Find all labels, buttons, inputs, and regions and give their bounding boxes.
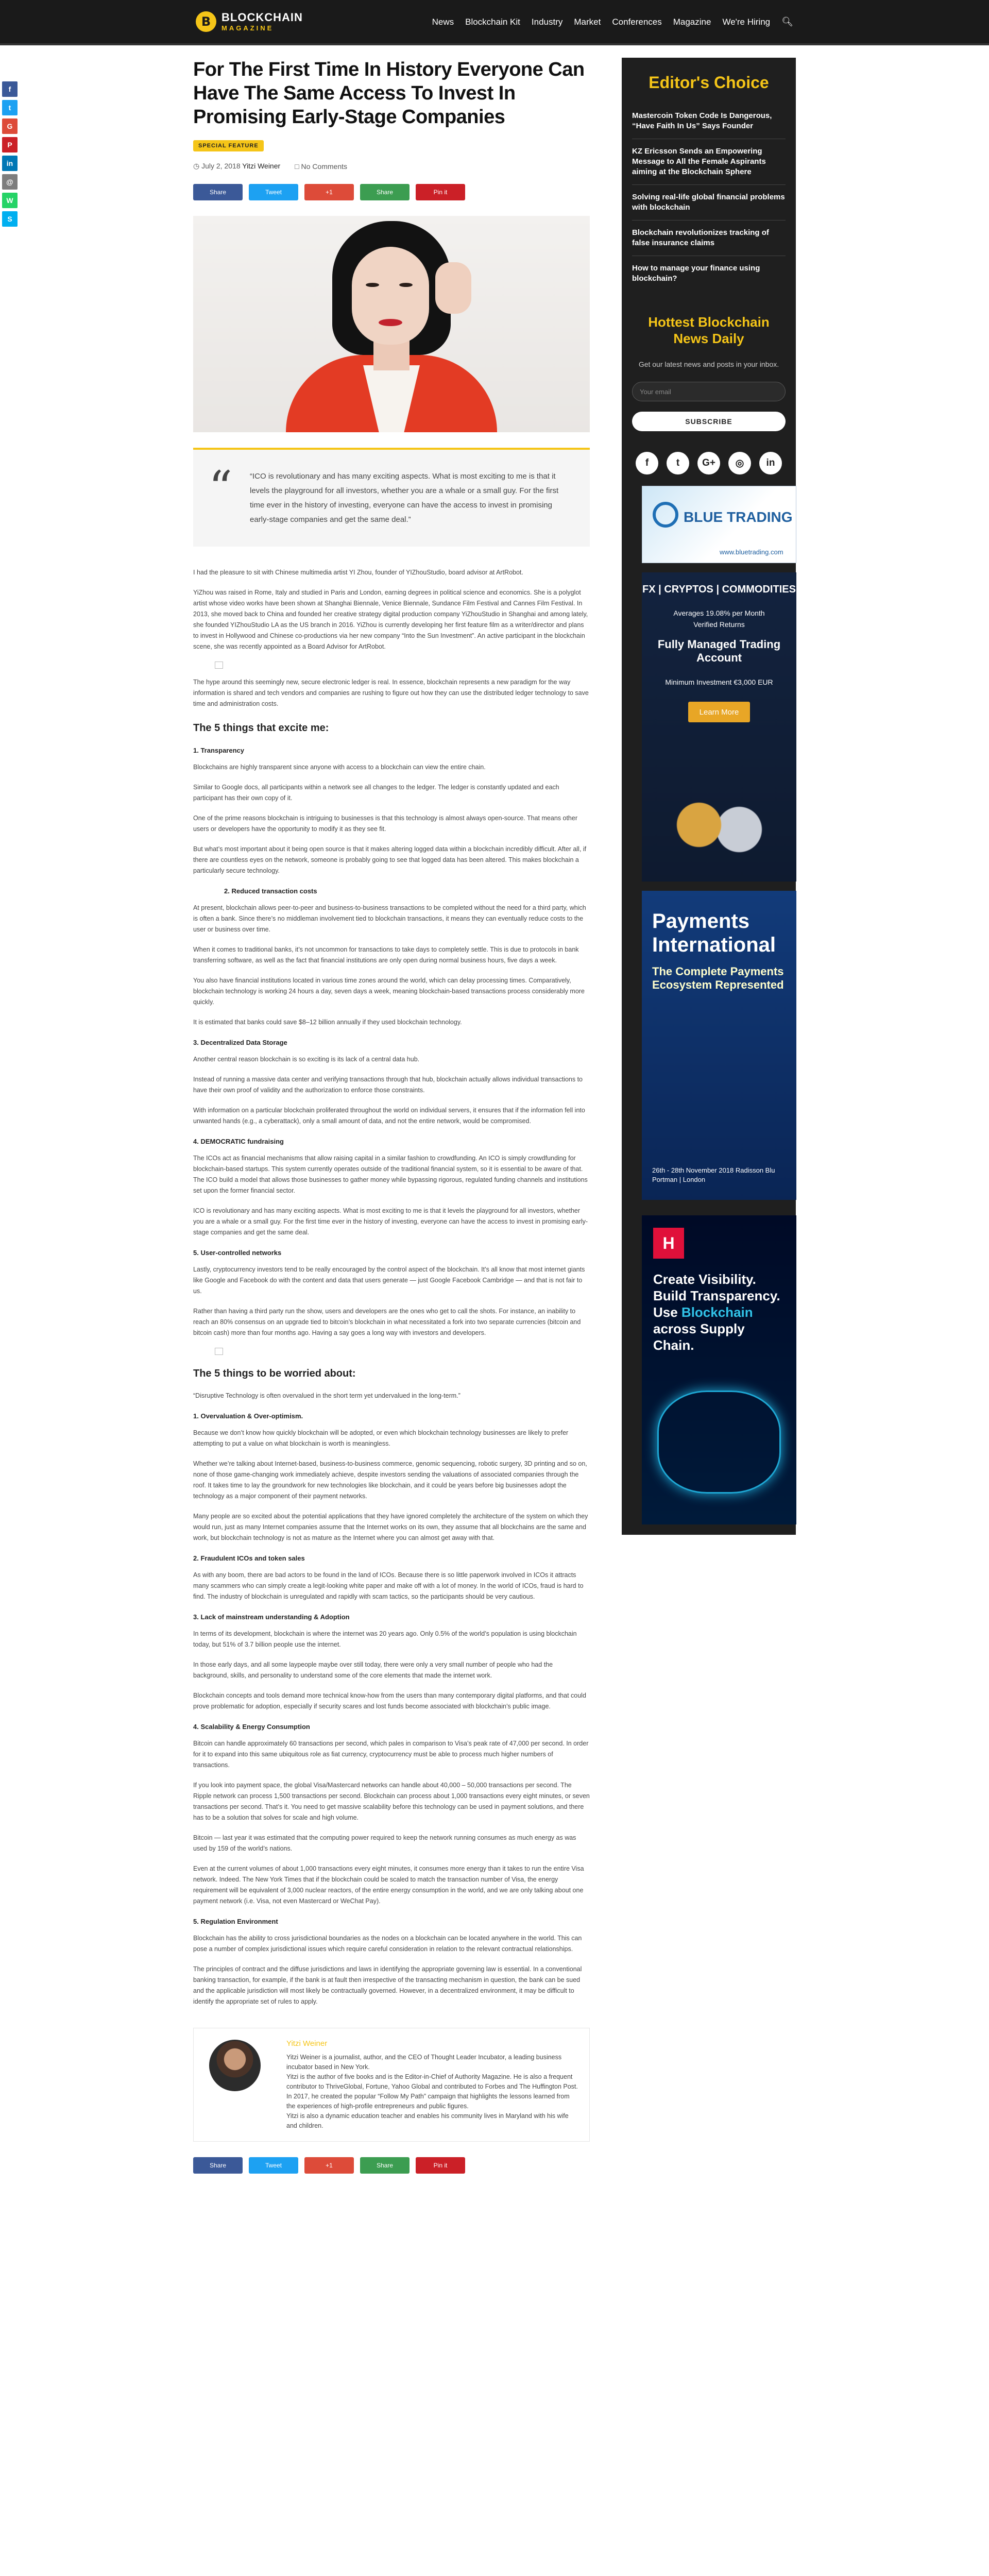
author-avatar[interactable] — [209, 2040, 261, 2091]
share-buttons-top — [193, 184, 590, 200]
paragraph: If you look into payment space, the global Visa/Mastercard networks can handle about 40,000 – 50,000 transactions per second. The Ripple network can process 1,500 transactions per second. Blockchain can process about 1,000 transactions every eight minutes, or seven transactions per second. That’s it. You need to get massive scalability before this technology can be used in payment solutions, and there has to be a solution that solves for scale and high volume. — [193, 1782, 590, 1821]
floating-share-bar — [2, 81, 18, 227]
hero-image — [193, 216, 590, 432]
paragraph: You also have financial institutions located in various time zones around the world, which can delay processing times. Comparatively, blockchain technology is working 24 hours a day, seven days a week, meaning blockchain-based transactions process considerably more quickly. — [193, 977, 585, 1006]
paragraph: In those early days, and all some laypeople maybe over still today, there were only a very small number of people who had the background, skills, and personality to understand some of the core elements that made the internet work. — [193, 1661, 553, 1679]
editors-choice-item[interactable]: Mastercoin Token Code Is Dangerous, “Have Faith In Us” Says Founder — [632, 111, 786, 139]
nav-news[interactable]: News — [432, 16, 454, 27]
comment-icon: □ — [295, 162, 299, 171]
subheading: 1. Transparency — [193, 747, 244, 754]
author-bio: Yitzi is also a dynamic education teacher and enables his community lives in Maryland with his wife and children. — [286, 2112, 569, 2129]
facebook-icon[interactable]: f — [636, 452, 658, 474]
nav-industry[interactable]: Industry — [531, 16, 563, 27]
subheading: 4. DEMOCRATIC fundraising — [193, 1138, 284, 1145]
nav-magazine[interactable]: Magazine — [673, 16, 711, 27]
share-button[interactable]: Share — [360, 2157, 410, 2174]
quote-text: “ICO is revolutionary and has many exciting aspects. What is most exciting to me is that it levels the playground for all investors, whether you are a whale or a small guy. For the first time ever in the history of investing, everyone can have the access to invest in promising early-stage companies and get the same deal.” — [250, 472, 559, 524]
hype-paragraph: The hype around this seemingly new, secure electronic ledger is real. In essence, blockchain represents a new paradigm for the way information is shared and tech vendors and companies are rushing to figure out how they can use the distributed ledger technology to save time and administration costs. — [193, 679, 589, 707]
sidebar-panel — [622, 58, 796, 1535]
ad-logo-icon: H — [653, 1228, 684, 1259]
pinterest-icon[interactable]: P — [2, 137, 18, 152]
author-link[interactable]: Yitzi Weiner — [242, 162, 281, 170]
chain-image — [657, 1391, 781, 1494]
site-logo[interactable] — [196, 11, 303, 32]
instagram-icon[interactable]: ◎ — [728, 452, 751, 474]
author-name[interactable]: Yitzi Weiner — [286, 2039, 328, 2048]
nav-blockchain-kit[interactable]: Blockchain Kit — [465, 16, 520, 27]
twitter-icon[interactable]: t — [2, 100, 18, 115]
logo-line1: BLOCKCHAIN — [221, 11, 303, 24]
paragraph: “Disruptive Technology is often overvalued in the short term yet undervalued in the long-term.” — [193, 1392, 461, 1399]
social-links — [632, 452, 786, 474]
twitter-icon[interactable]: t — [667, 452, 689, 474]
paragraph: Many people are so excited about the potential applications that they have ignored completely the architecture of the system on which they would run, just as many Internet companies assume that the Internet works on its own, they assume that all blockchains are the same and work, but blockchain technology is not as mature as the Internet where you can almost get away with that. — [193, 1513, 588, 1541]
author-bio: Yitzi is the author of five books and is the Editor-in-Chief of Authority Magazine. He is also a frequent contributor to ThriveGlobal, Fortune, Yahoo Global and contributed to Forbes and The Huffington Post. In 2017, he created the popular “Follow My Path” campaign that highlights the lessons learned from the experiences of high-profile entrepreneurs and public figures. — [286, 2073, 578, 2110]
article — [193, 58, 590, 2174]
author-bio: Yitzi Weiner is a journalist, author, and the CEO of Thought Leader Incubator, a leading business incubator based in New York. — [286, 2054, 562, 2071]
date-meta: ◷ July 2, 2018 Yitzi Weiner — [193, 162, 281, 170]
category-badge[interactable]: SPECIAL FEATURE — [193, 140, 264, 151]
share-buttons-bottom — [193, 2157, 590, 2174]
google-plus-icon[interactable]: G — [2, 118, 18, 134]
share-button[interactable]: Pin it — [416, 2157, 465, 2174]
subheading: 1. Overvaluation & Over-optimism. — [193, 1412, 303, 1420]
paragraph: Lastly, cryptocurrency investors tend to be really encouraged by the control aspect of the blockchain. It’s all know that most internet giants like Google and Facebook do with the content and data that users generate — just Google Facebook Cambridge — and that is not fair to us. — [193, 1266, 585, 1295]
article-meta — [193, 162, 590, 171]
share-button[interactable]: Share — [193, 184, 243, 200]
google-plus-icon[interactable]: G+ — [697, 452, 720, 474]
paragraph: Blockchain has the ability to cross jurisdictional boundaries as the nodes on a blockchain can be located anywhere in the world. This can pose a number of complex jurisdictional issues which require careful consideration in relation to the relevant contractual relationships. — [193, 1935, 582, 1953]
nav-market[interactable]: Market — [574, 16, 601, 27]
subheading: 5. Regulation Environment — [193, 1918, 278, 1925]
share-button[interactable]: Share — [360, 184, 410, 200]
broken-image-icon — [215, 1348, 223, 1355]
subheading: 4. Scalability & Energy Consumption — [193, 1723, 310, 1731]
paragraph: Even at the current volumes of about 1,000 transactions every eight minutes, it consumes more energy than it takes to run the entire Visa network. Indeed. The New York Times that if the blockchain could be scaled to match the transaction number of Visa, the energy requirement will be equivalent of 3,000 nuclear reactors, of the entire energy consumption in the world, and we are only talking about one payment network (i.e. Visa, not even Mastercard or WeChat Pay). — [193, 1865, 584, 1905]
subheading: 3. Lack of mainstream understanding & Adoption — [193, 1613, 350, 1621]
paragraph: Because we don’t know how quickly blockchain will be adopted, or even which blockchain technology businesses are likely to prefer attempting to put a value on what blockchain is worth is meaningless. — [193, 1429, 569, 1447]
ad-payments-international[interactable]: Payments International The Complete Payments Ecosystem Represented 26th - 28th November 2018 Radisson Blu Portman | London — [642, 891, 796, 1200]
paragraph: When it comes to traditional banks, it’s not uncommon for transactions to take days to completely settle. This is due to protocols in bank transferring software, as well as the fact that financial institutions are only open during normal business hours, five days a week. — [193, 946, 579, 964]
editors-choice-title: Editor's Choice — [649, 73, 769, 92]
share-button[interactable]: +1 — [304, 2157, 354, 2174]
paragraph: Rather than having a third party run the show, users and developers are the ones who get to call the shots. For instance, an inability to reach an 80% consensus on an upgrade tied to bitcoin’s blockchain in what necessitated a fork into two separate currencies (bitcoin and bitcoin cash) more than four months ago. Having a say goes a long way with investors and developers. — [193, 1308, 581, 1336]
paragraph: Instead of running a massive data center and verifying transactions through that hub, blockchain actually allows individual transactions to have their own proof of validity and the authorization to enforce those constraints. — [193, 1076, 583, 1094]
section-heading-excite: The 5 things that excite me: — [193, 722, 329, 734]
newsletter-subtitle: Get our latest news and posts in your inbox. — [638, 360, 779, 368]
paragraph: Another central reason blockchain is so exciting is its lack of a central data hub. — [193, 1056, 420, 1063]
nav-hiring[interactable]: We're Hiring — [722, 16, 771, 27]
paragraph: One of the prime reasons blockchain is intriguing to businesses is that this technology is almost always open-source. That means other users or developers have the opportunity to modify it as they see fit. — [193, 815, 577, 833]
search-icon[interactable]: 🔍︎ — [781, 16, 793, 27]
facebook-icon[interactable]: f — [2, 81, 18, 97]
paragraph: Blockchains are highly transparent since anyone with access to a blockchain can view the entire chain. — [193, 764, 486, 771]
clock-icon: ◷ — [193, 162, 200, 170]
email-icon[interactable]: @ — [2, 174, 18, 190]
bio-paragraph: YiZhou was raised in Rome, Italy and studied in Paris and London, earning degrees in political science and economics. She is a polyglot artist whose video works have been shown at Shanghai Biennale, Venice Biennale, Sundance Film Festival and Cannes Film Festival. In 2013, she moved back to China and founded her creative strategy digital production company YiZhouStudio in Shanghai and among lately, she founded YIZhouStudio LA as the US branch in 2016. YiZhou is currently developing her first feature film as a writer/director and plans to invest in Hollywood and Chinese co-productions via her new company “Into the Sun Investment”. An active participant in the blockchain scene, she was recently appointed as a Board Advisor for ArtRobot. — [193, 589, 588, 650]
broken-image-icon — [215, 662, 223, 669]
quote-icon: “ — [209, 461, 233, 515]
paragraph: Blockchain concepts and tools demand more technical know-how from the users than many contemporary digital platforms, and that could prove problematic for adoption, especially if security scares and lost funds become associated with blockchain’s public image. — [193, 1692, 586, 1710]
learn-more-button[interactable]: Learn More — [688, 702, 750, 722]
intro-paragraph: I had the pleasure to sit with Chinese multimedia artist YI Zhou, founder of YIZhouStudio, board advisor at ArtRobot. — [193, 569, 523, 576]
editors-choice-item[interactable]: KZ Ericsson Sends an Empowering Message to All the Female Aspirants aiming at the Blockchain Sphere — [632, 146, 786, 185]
subheading: 2. Fraudulent ICOs and token sales — [193, 1554, 305, 1562]
ad-supply-chain[interactable]: H Create Visibility. Build Transparency. Use Blockchain across Supply Chain. — [642, 1215, 796, 1524]
paragraph: But what’s most important about it being open source is that it makes altering logged data within a blockchain incredibly difficult. After all, if there are countless eyes on the network, someone is probably going to see that logged data has been altered. This makes blockchain a particularly secure technology. — [193, 845, 587, 874]
paragraph: Bitcoin — last year it was estimated that the computing power required to keep the network running consumes as much energy as was used by 159 of the world’s nations. — [193, 1834, 576, 1852]
paragraph: It is estimated that banks could save $8–12 billion annually if they used blockchain technology. — [193, 1019, 462, 1026]
site-header — [0, 0, 989, 45]
logo-coin-icon: B — [196, 11, 216, 32]
article-body — [193, 567, 590, 2007]
subscribe-button[interactable]: SUBSCRIBE — [632, 412, 786, 431]
logo-line2: MAGAZINE — [221, 24, 274, 32]
editors-choice-list — [632, 111, 786, 291]
section-heading-worry: The 5 things to be worried about: — [193, 1368, 356, 1379]
paragraph: The ICOs act as financial mechanisms that allow raising capital in a similar fashion to crowdfunding. An ICO is simply crowdfunding for blockchain-based startups. This system currently operates outside of the traditional financial system, so it is essential to be aware of that. The ICO build a model that allows those businesses to gather money while bypassing rigorous, regulated funding channels and institutions set upon the former financial sector. — [193, 1155, 588, 1194]
share-button[interactable]: +1 — [304, 184, 354, 200]
linkedin-icon[interactable]: in — [2, 156, 18, 171]
author-box — [193, 2028, 590, 2142]
paragraph: Whether we’re talking about Internet-based, business-to-business commerce, genomic sequencing, robotic surgery, 3D printing and so on, none of those game-changing work immediately achieve, despite investors sending the valuations of associated companies through the roof. It takes time to lay the groundwork for new technologies like blockchain, and it could be years before big businesses adopt the technology as a major component of their payment networks. — [193, 1460, 587, 1500]
newsletter-title: Hottest Blockchain News Daily — [648, 314, 770, 346]
newsletter-email-input[interactable]: Your email — [632, 382, 786, 401]
subheading: 2. Reduced transaction costs — [224, 887, 317, 895]
skype-icon[interactable]: S — [2, 211, 18, 227]
share-button[interactable]: Tweet — [249, 2157, 298, 2174]
paragraph: Bitcoin can handle approximately 60 transactions per second, which pales in comparison to Visa’s peak rate of 47,000 per second. In order for it to expand into this same ubiquitous role as fiat currency, cryptocurrency must be able to process much higher numbers of transactions. — [193, 1740, 589, 1769]
coins-image — [652, 778, 786, 871]
paragraph: As with any boom, there are bad actors to be found in the land of ICOs. Because there is so little paperwork involved in ICOs it attracts many scammers who can simply create a legit-looking white paper and make off with a lot of money. In the world of ICOs, fraud is hard to find. The industry of blockchain is unregulated and rapidly with scam tactics, so the participants should be very cautious. — [193, 1571, 584, 1600]
editors-choice-item[interactable]: How to manage your finance using blockchain? — [632, 264, 760, 283]
ad-fx-cryptos[interactable]: FX | CRYPTOS | COMMODITIES Averages 19.08% per Month Verified Returns Fully Managed Trading Account Minimum Investment €3,000 EUR Learn More — [642, 572, 796, 882]
blue-trading-logo-icon — [653, 502, 678, 528]
paragraph: With information on a particular blockchain proliferated throughout the world on individual servers, it ensures that if the information fell into unwanted hands (e.g., a cyberattack), only a small amount of data, and not the entire network, would be compromised. — [193, 1107, 585, 1125]
paragraph: ICO is revolutionary and has many exciting aspects. What is most exciting to me is that it levels the playground for all investors, whether you are a whale or a small guy. For the first time ever in the history of investing, everyone can have the access to invest in promising early-stage companies and get the same deal. — [193, 1207, 588, 1236]
editors-choice-item[interactable]: Blockchain revolutionizes tracking of false insurance claims — [632, 228, 786, 256]
paragraph: At present, blockchain allows peer-to-peer and business-to-business transactions to be completed without the need for a third party, which is often a bank. Since there’s no middleman involvement tied to blockchain transactions, it means they can eventually reduce costs to the user or business over time. — [193, 904, 586, 933]
ad-blue-trading[interactable]: BLUE TRADING www.bluetrading.com — [642, 486, 796, 563]
linkedin-icon[interactable]: in — [759, 452, 782, 474]
subheading: 5. User-controlled networks — [193, 1249, 282, 1257]
whatsapp-icon[interactable]: W — [2, 193, 18, 208]
sidebar — [622, 58, 796, 1535]
paragraph: In terms of its development, blockchain is where the internet was 20 years ago. Only 0.5% of the world’s population is using blockchain today, but 51% of 3.7 billion people use the internet. — [193, 1630, 577, 1648]
share-button[interactable]: Share — [193, 2157, 243, 2174]
paragraph: The principles of contract and the diffuse jurisdictions and laws in identifying the appropriate governing law is essential. In a conventional banking transaction, for example, if the bank is at fault then irrespective of the transacting mechanism in question, the bank can be sued and the applicable jurisdiction will most likely be contractually governed. However, in a decentralized environment, it may be difficult to identify the appropriate set of rules to apply. — [193, 1965, 582, 2005]
share-button[interactable]: Tweet — [249, 184, 298, 200]
pull-quote — [193, 448, 590, 547]
main-nav — [432, 16, 793, 27]
subheading: 3. Decentralized Data Storage — [193, 1039, 287, 1046]
comments-meta[interactable]: □ No Comments — [295, 162, 347, 171]
nav-conferences[interactable]: Conferences — [612, 16, 662, 27]
paragraph: Similar to Google docs, all participants within a network see all changes to the ledger. The ledger is constantly updated and each participant has their own copy of it. — [193, 784, 559, 802]
editors-choice-item[interactable]: Solving real-life global financial problems with blockchain — [632, 192, 786, 221]
share-button[interactable]: Pin it — [416, 184, 465, 200]
article-title: For The First Time In History Everyone Can Have The Same Access To Invest In Promising Early-Stage Companies — [193, 59, 585, 128]
